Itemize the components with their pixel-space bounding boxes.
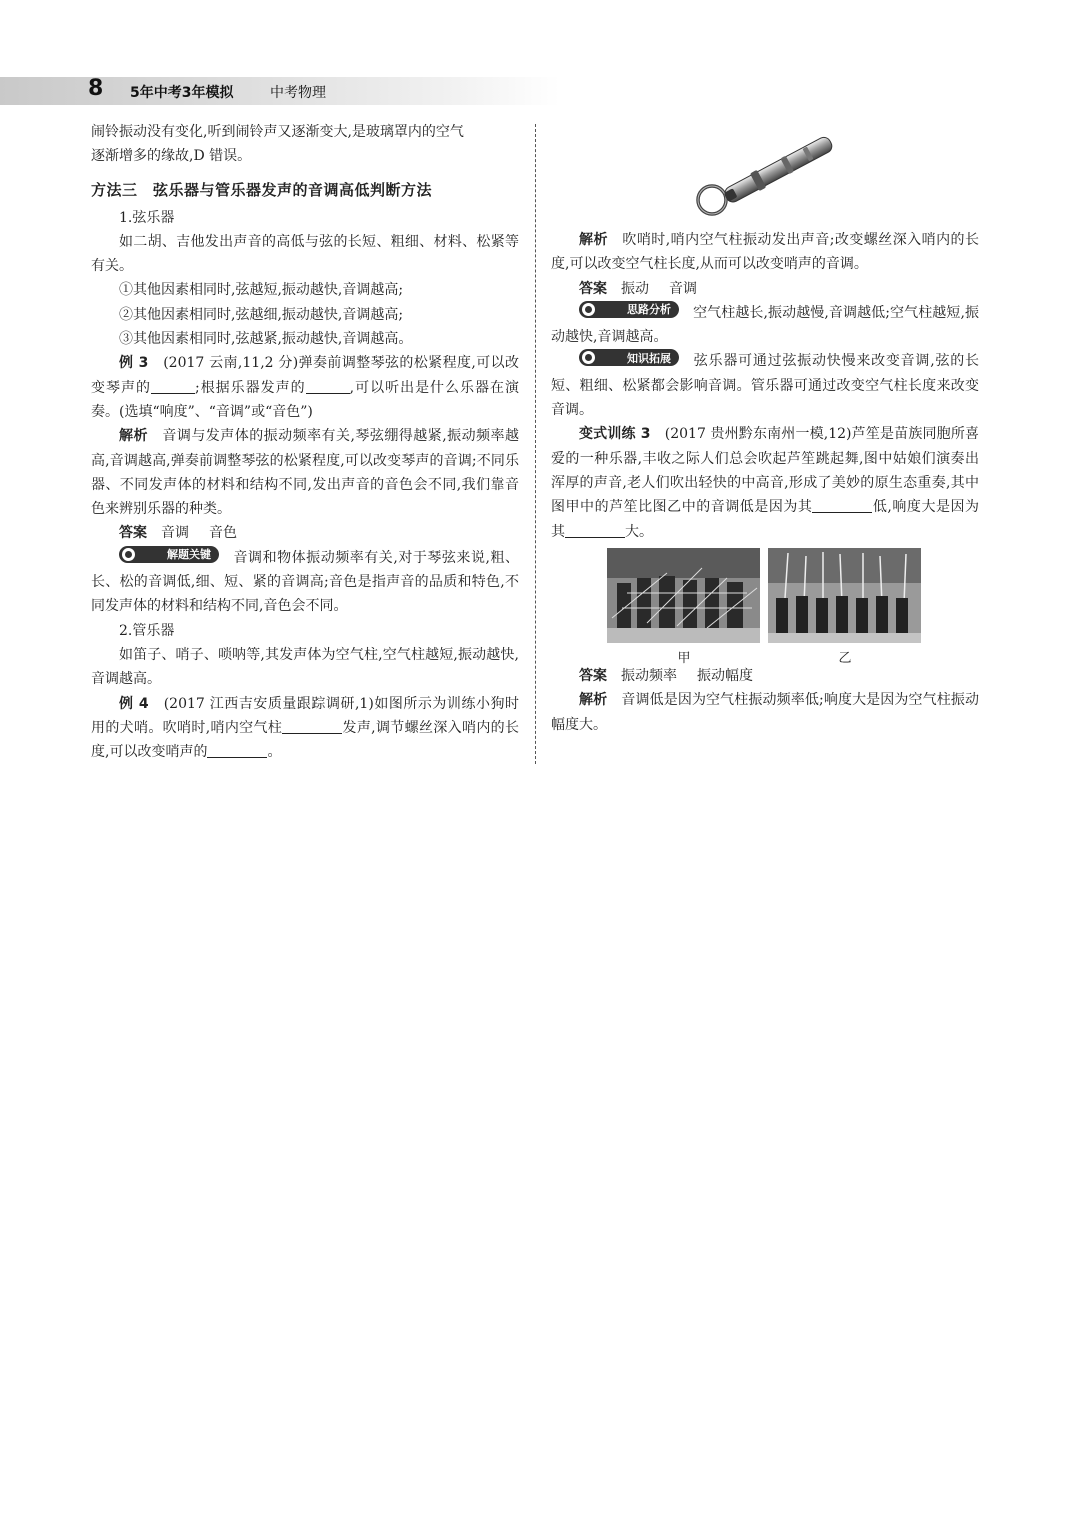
example-3-text-a: (2017 云南,11,2 分)弹奏前调整琴弦的松紧程度,可以改变琴声的 — [91, 355, 519, 396]
blank — [282, 719, 342, 734]
intro-line-1: 闹铃振动没有变化,听到闹铃声又逐渐变大,是玻璃罩内的空气 — [91, 124, 464, 140]
answer-label: 答案 — [579, 280, 607, 297]
blank — [306, 379, 350, 394]
key-point-badge: 解题关键 — [119, 546, 219, 563]
whistle-answer — [551, 277, 979, 301]
example-3-label: 例 3 — [119, 355, 149, 372]
analysis-text: 音调低是因为空气柱振动频率低;响度大是因为空气柱振动幅度大。 — [551, 692, 980, 733]
book-title: 5年中考3年模拟 — [130, 85, 234, 101]
sub1-title: 1.弦乐器 — [119, 209, 175, 226]
example-3-text-b: ;根据乐器发声的 — [194, 379, 306, 396]
sub2-title: 2.管乐器 — [119, 622, 175, 639]
extension-badge: 知识拓展 — [579, 349, 679, 366]
lusheng-photos — [607, 548, 922, 666]
knowledge-extension — [551, 349, 979, 422]
rule-1: ①其他因素相同时,弦越短,振动越快,音调越高; — [119, 282, 404, 299]
intro-line-2: 逐渐增多的缘故,D 错误。 — [91, 148, 252, 165]
training-label: 变式训练 3 — [579, 426, 651, 443]
example-3 — [91, 351, 519, 424]
analysis-label: 解析 — [119, 428, 148, 445]
example-3-analysis — [91, 424, 519, 521]
thinking-analysis — [551, 301, 979, 350]
training-3 — [551, 422, 979, 543]
method-title: 方法三 弦乐器与管乐器发声的音调高低判断方法 — [91, 180, 433, 199]
training-text-a: (2017 贵州黔东南州一模,12)芦笙是苗族同胞所喜爱的一种乐器,丰收之际人们总会吹起芦笙跳起舞,图中姑娘们演奏出浑厚的声音,老人们吹出轻快的中高音,形成了美妙的原生态重奏,其中图甲中的芦笙比图乙中的音调低是因为其 — [551, 426, 979, 516]
blank — [565, 523, 625, 538]
example-4-label: 例 4 — [119, 695, 149, 712]
training-text-c: 大。 — [625, 523, 653, 540]
thinking-text: 空气柱越长,振动越慢,音调越低;空气柱越短,振动越快,音调越高。 — [551, 304, 979, 346]
blank — [812, 498, 872, 513]
rule-3: ③其他因素相同时,弦越紧,振动越快,音调越高。 — [119, 331, 413, 348]
sub1-text: 如二胡、吉他发出声音的高低与弦的长短、粗细、材料、松紧等有关。 — [91, 233, 519, 275]
right-column — [551, 228, 979, 544]
example-4-text-c: 。 — [267, 744, 282, 761]
answer-1: 音调 — [161, 525, 189, 542]
rule-2: ②其他因素相同时,弦越细,振动越快,音调越高; — [119, 306, 404, 323]
training-answer — [551, 664, 979, 688]
analysis-label: 解析 — [579, 232, 608, 248]
page-number: 8 — [88, 76, 104, 101]
blank — [151, 379, 195, 394]
blank — [207, 743, 267, 758]
column-divider — [535, 124, 536, 764]
key-point-text: 音调和物体振动频率有关,对于琴弦来说,粗、长、松的音调低,细、短、紧的音调高;音色是指声音的品质和特色,不同发声体的材料和结构不同,音色会不同。 — [91, 549, 519, 615]
lightbulb-icon — [582, 303, 595, 316]
thinking-badge: 思路分析 — [579, 301, 679, 318]
training-analysis — [551, 688, 979, 737]
right-column-lower — [551, 664, 979, 737]
photo-yi — [768, 548, 921, 643]
answer-1: 振动频率 — [621, 668, 677, 684]
example-4-text-a: (2017 江西吉安质量跟踪调研,1)如图所示为训练小狗时用的犬哨。吹哨时,哨内空气柱 — [91, 695, 520, 736]
analysis-text: 音调与发声体的振动频率有关,琴弦绷得越紧,振动频率越高,音调越高,弹奏前调整琴弦的松紧程度,可以改变琴声的音调;不同乐器、不同发声体的材料和结构不同,发出声音的音色会不同,我们靠音色来辨别乐器的种类。 — [91, 428, 519, 518]
example-3-answer — [91, 521, 519, 545]
key-point — [91, 546, 519, 619]
analysis-label: 解析 — [579, 692, 608, 709]
left-column — [91, 120, 519, 764]
answer-2: 振动幅度 — [697, 668, 753, 684]
answer-2: 音调 — [669, 280, 697, 297]
lightbulb-icon — [582, 351, 595, 364]
example-4 — [91, 692, 519, 765]
caption-yi: 乙 — [838, 651, 852, 666]
dog-whistle-image — [690, 128, 845, 223]
caption-jia: 甲 — [677, 651, 691, 666]
answer-label: 答案 — [579, 668, 607, 684]
answer-2: 音色 — [209, 525, 237, 542]
subject-title: 中考物理 — [270, 85, 326, 101]
lightbulb-icon — [122, 548, 135, 561]
sub2-text: 如笛子、哨子、唢呐等,其发声体为空气柱,空气柱越短,振动越快,音调越高。 — [91, 646, 519, 688]
extension-text: 弦乐器可通过弦振动快慢来改变音调,弦的长短、粗细、松紧都会影响音调。管乐器可通过改变空气柱长度来改变音调。 — [551, 353, 979, 419]
answer-label: 答案 — [119, 525, 147, 542]
analysis-text: 吹哨时,哨内空气柱振动发出声音;改变螺丝深入哨内的长度,可以改变空气柱长度,从而可以改变哨声的音调。 — [551, 232, 980, 273]
example-3-text-c: ,可以听出是什么乐器在演奏。(选填“响度”、“音调”或“音色”) — [91, 379, 520, 420]
answer-1: 振动 — [621, 280, 649, 297]
training-text-b: 低,响度大是因为其 — [551, 499, 980, 540]
example-4-text-b: 发声,调节螺丝深入哨内的长度,可以改变哨声的 — [91, 719, 519, 761]
whistle-analysis — [551, 228, 979, 277]
photo-jia — [607, 548, 760, 643]
